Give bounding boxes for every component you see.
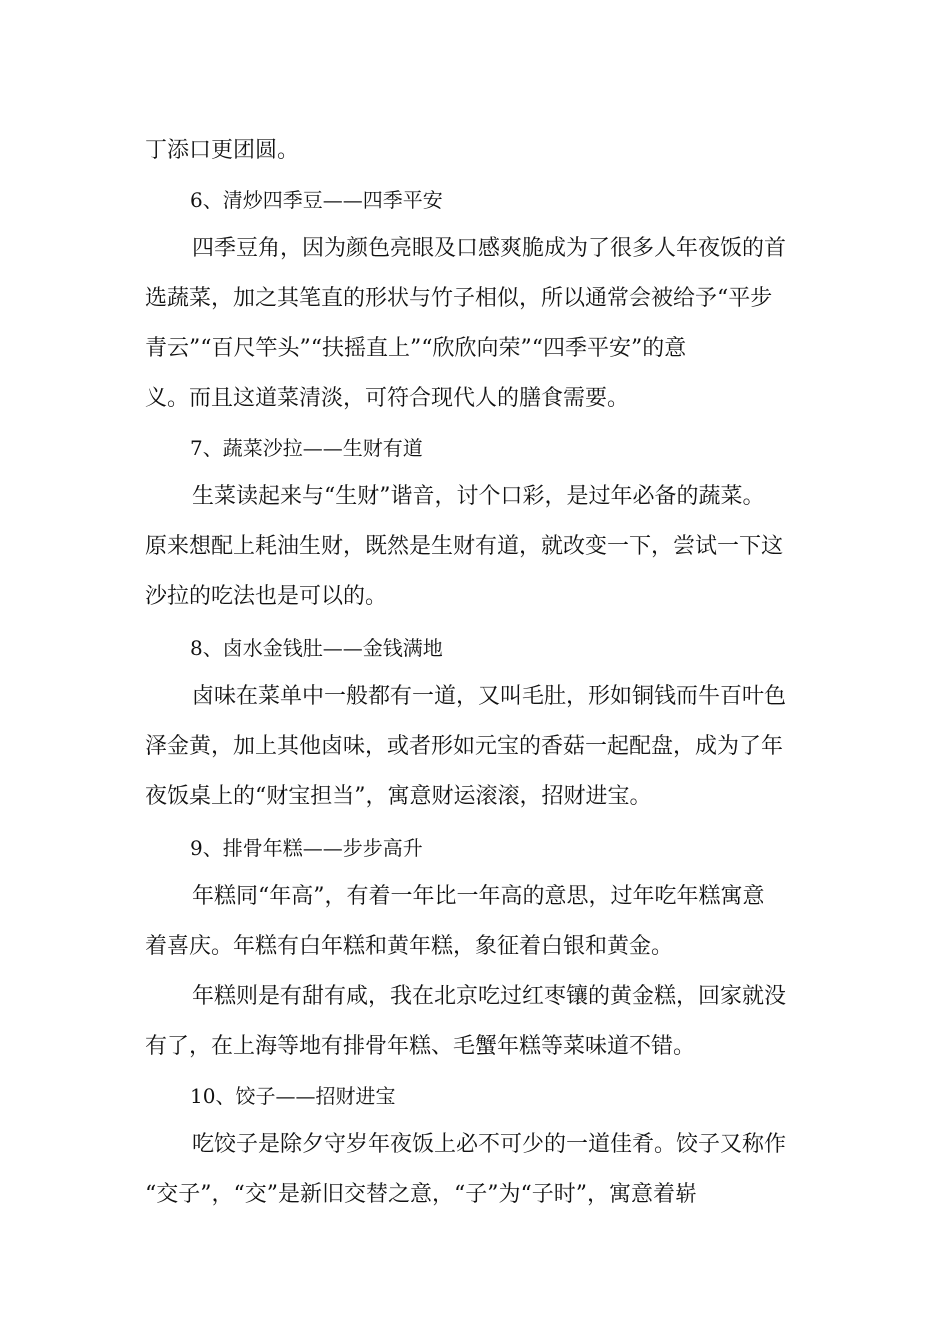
paragraph-line: 年糕则是有甜有咸，我在北京吃过红枣镶的黄金糕，回家就没 bbox=[192, 984, 787, 1009]
paragraph-line: 沙拉的吃法也是可以的。 bbox=[145, 584, 388, 609]
paragraph-line: 四季豆角，因为颜色亮眼及口感爽脆成为了很多人年夜饭的首 bbox=[192, 236, 787, 261]
paragraph-line: 青云”“百尺竿头”“扶摇直上”“欣欣向荣”“四季平安”的意 bbox=[145, 336, 687, 361]
paragraph-line: 丁添口更团圆。 bbox=[145, 138, 300, 163]
paragraph-line: 着喜庆。年糕有白年糕和黄年糕，象征着白银和黄金。 bbox=[145, 934, 674, 959]
paragraph-line: 吃饺子是除夕守岁年夜饭上必不可少的一道佳肴。饺子又称作 bbox=[192, 1132, 787, 1157]
section-heading-8: 8、卤水金钱肚——金钱满地 bbox=[190, 636, 443, 660]
paragraph-line: 泽金黄，加上其他卤味，或者形如元宝的香菇一起配盘，成为了年 bbox=[145, 734, 784, 759]
section-heading-10: 10、饺子——招财进宝 bbox=[190, 1084, 396, 1108]
paragraph-line: 义。而且这道菜清淡，可符合现代人的膳食需要。 bbox=[145, 386, 630, 411]
paragraph-line: 选蔬菜，加之其笔直的形状与竹子相似，所以通常会被给予“平步 bbox=[145, 286, 773, 311]
section-heading-7: 7、蔬菜沙拉——生财有道 bbox=[190, 436, 423, 460]
paragraph-line: 有了，在上海等地有排骨年糕、毛蟹年糕等菜味道不错。 bbox=[145, 1034, 696, 1059]
paragraph-line: 夜饭桌上的“财宝担当”，寓意财运滚滚，招财进宝。 bbox=[145, 784, 652, 809]
section-heading-6: 6、清炒四季豆——四季平安 bbox=[190, 188, 443, 212]
paragraph-line: “交子”，“交”是新旧交替之意，“子”为“子时”，寓意着崭 bbox=[145, 1182, 697, 1207]
paragraph-line: 原来想配上耗油生财，既然是生财有道，就改变一下，尝试一下这 bbox=[145, 534, 784, 559]
section-heading-9: 9、排骨年糕——步步高升 bbox=[190, 836, 423, 860]
paragraph-line: 年糕同“年高”，有着一年比一年高的意思，过年吃年糕寓意 bbox=[192, 884, 765, 909]
paragraph-line: 生菜读起来与“生财”谐音，讨个口彩，是过年必备的蔬菜。 bbox=[192, 484, 765, 509]
paragraph-line: 卤味在菜单中一般都有一道，又叫毛肚，形如铜钱而牛百叶色 bbox=[192, 684, 787, 709]
